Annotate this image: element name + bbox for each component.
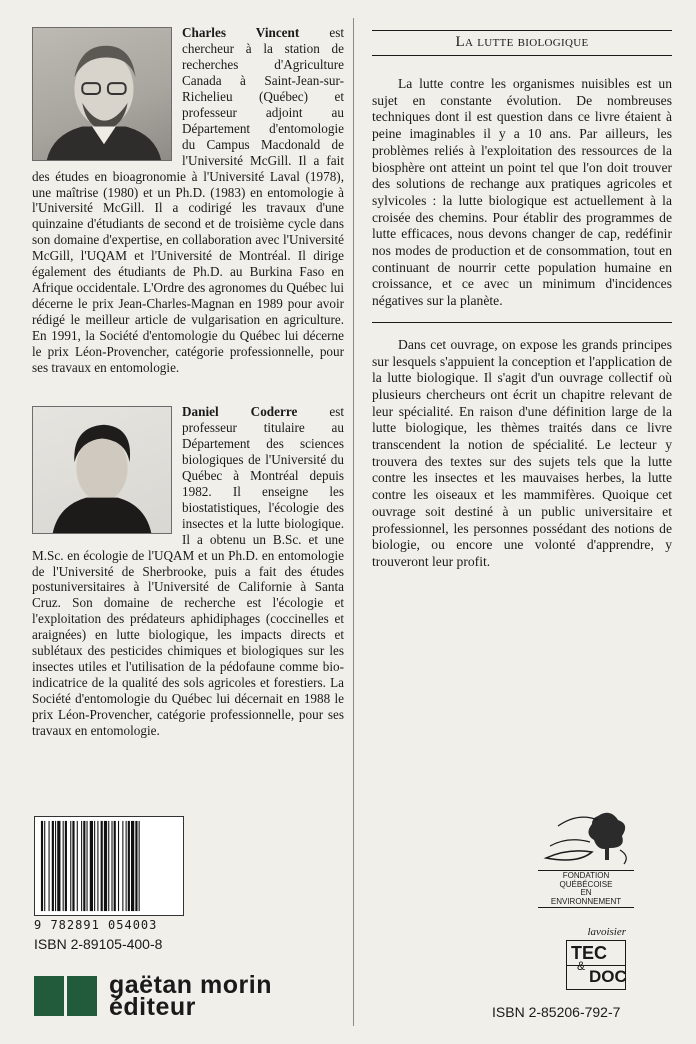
summary-paragraph-2: Dans cet ouvrage, on expose les grands principes sur lesquels s'appuient la conception et l'application de la lutte biologique. Il s'agit d'un ouvrage collectif où plusieurs chercheurs ont écrit un chapitre relevant de leur spécialité. En raison d'une définition large de la lutte biologique, les thèmes traités dans ce livre transcendent la notion de spécialité. Le lecteur y trouvera des textes sur des sujets tels que la lutte contre les insectes et les mauvaises herbes, la lutte contre les oiseaux et les mammifères. Quoique cet ouvrage soit destiné à un public universitaire et professionnel, les personnes possédant des notions de biologie, ou encore une volonté d'apprendre, y trouveront leur profit. [372, 336, 672, 569]
fondation-line4: ENVIRONNEMENT [550, 896, 622, 906]
isbn-publisher: ISBN 2-89105-400-8 [34, 936, 163, 952]
publisher-name-line2: éditeur [109, 993, 196, 1021]
doc-label: DOC [589, 967, 627, 986]
fondation-line2: QUÉBÉCOISE [559, 879, 613, 889]
author-bio-vincent [32, 25, 344, 376]
tecdoc-rule [567, 965, 625, 966]
summary-paragraph-1: La lutte contre les organismes nuisibles est un sujet en constante évolution. De nombreuses techniques dont il est question dans ce livre étaient à peine imaginables il y a 10 ans. Par ailleurs, les problèmes reliés à l'exploitation des ressources de la biosphère ont atteint un point tel que l'on doit trouver des solutions de rechange aux pratiques agricoles et sylvicoles : la lutte biologique est actuellement à la croisée des chemins. Pour établir des programmes de lutte efficaces, nous devons changer de cap, redéfinir nos modes de production et de consommation, tout en continuant de nourrir cette population humaine en croissance, et ce avec un minimum d'incidences négatives sur la planète. [372, 76, 672, 309]
author-bio-coderre [32, 404, 344, 739]
tecdoc-logo [566, 926, 626, 990]
authors-column [32, 25, 344, 739]
book-title-text: La lutte biologique [455, 34, 589, 50]
publisher-name-line1: gaëtan morin [109, 971, 272, 999]
book-title [372, 30, 672, 56]
fondation-line3: EN [580, 888, 592, 897]
barcode-block [34, 816, 184, 952]
author-text-coderre: est professeur titulaire au Département des sciences biologiques de l'Université du Québec à Montréal depuis 1982. Il enseigne les biostatistiques, l'écologie des insectes et la lutte biologique. Il a obtenu un B.Sc. et une M.Sc. en écologie de l'UQAM et un Ph.D. en entomologie de l'Université de Sherbrooke, puis a fait des études postuniversitaires à l'Université de Californie à Santa Cruz. Son domaine de recherche est l'écologie et l'exploitation des prédateurs aphidiphages (coccinelles et araignées) en lutte biologique, les impacts directs et sublétaux des pesticides chimiques et biologiques sur les insectes utiles et l'utilisation de la pédofaune comme bio-indicatrice de la qualité des sols agricoles et forestiers. La Société d'entomologie du Québec lui décernait en 1988 le prix Léon-Provencher, catégorie professionnelle, pour ses travaux en entomologie. [32, 403, 345, 739]
author-photo-coderre [32, 406, 172, 534]
amp-label: & [577, 959, 586, 973]
author-text-vincent: est chercheur à la station de recherches d'Agriculture Canada à Saint-Jean-sur-Richelieu (Québec) et professeur adjoint au Département d'entomologie du Campus Macdonald de l'Université McGill. Il a fait des études en bioagronomie à l'Université Laval (1978), une maîtrise (1980) et un Ph.D. (1983) en entomologie à l'Université McGill. Il a codirigé les travaux d'une quinzaine d'étudiants de second et de troisième cycle dans son domaine d'expertise, en collaboration avec l'Université McGill, l'UQAM et l'Université de Montréal. Il dirige également des étudiants de Ph.D. au Burkina Faso en Afrique occidentale. L'Ordre des agronomes du Québec lui décerne le prix Jean-Charles-Magnan en 1989 pour avoir rédigé le meilleur article de vulgarisation en agriculture. En 1991, la Société d'entomologie du Québec lui décerne le prix Léon-Provencher, catégorie professionnelle, pour ses travaux en entomologie. [32, 25, 344, 376]
publisher-name [109, 971, 272, 1021]
publisher-logo [34, 971, 272, 1021]
author-name-coderre: Daniel Coderre [182, 403, 298, 419]
isbn-tecdoc: ISBN 2-85206-792-7 [492, 1004, 621, 1020]
fondation-line1: FONDATION [562, 871, 610, 880]
summary-column [372, 30, 672, 571]
barcode-digits: 9 782891 054003 [34, 918, 158, 932]
fondation-logo [538, 806, 634, 908]
publisher-squares-icon [34, 976, 97, 1016]
tecdoc-box [566, 940, 626, 990]
barcode [34, 816, 184, 916]
author-photo-vincent [32, 27, 172, 161]
lavoisier-label: lavoisier [587, 926, 626, 938]
fondation-label [538, 870, 634, 908]
author-name-vincent: Charles Vincent [182, 25, 300, 40]
summary-separator [372, 322, 672, 323]
column-divider [353, 18, 354, 1026]
tec-label: TEC [571, 943, 607, 963]
tree-leaf-icon [538, 806, 634, 868]
